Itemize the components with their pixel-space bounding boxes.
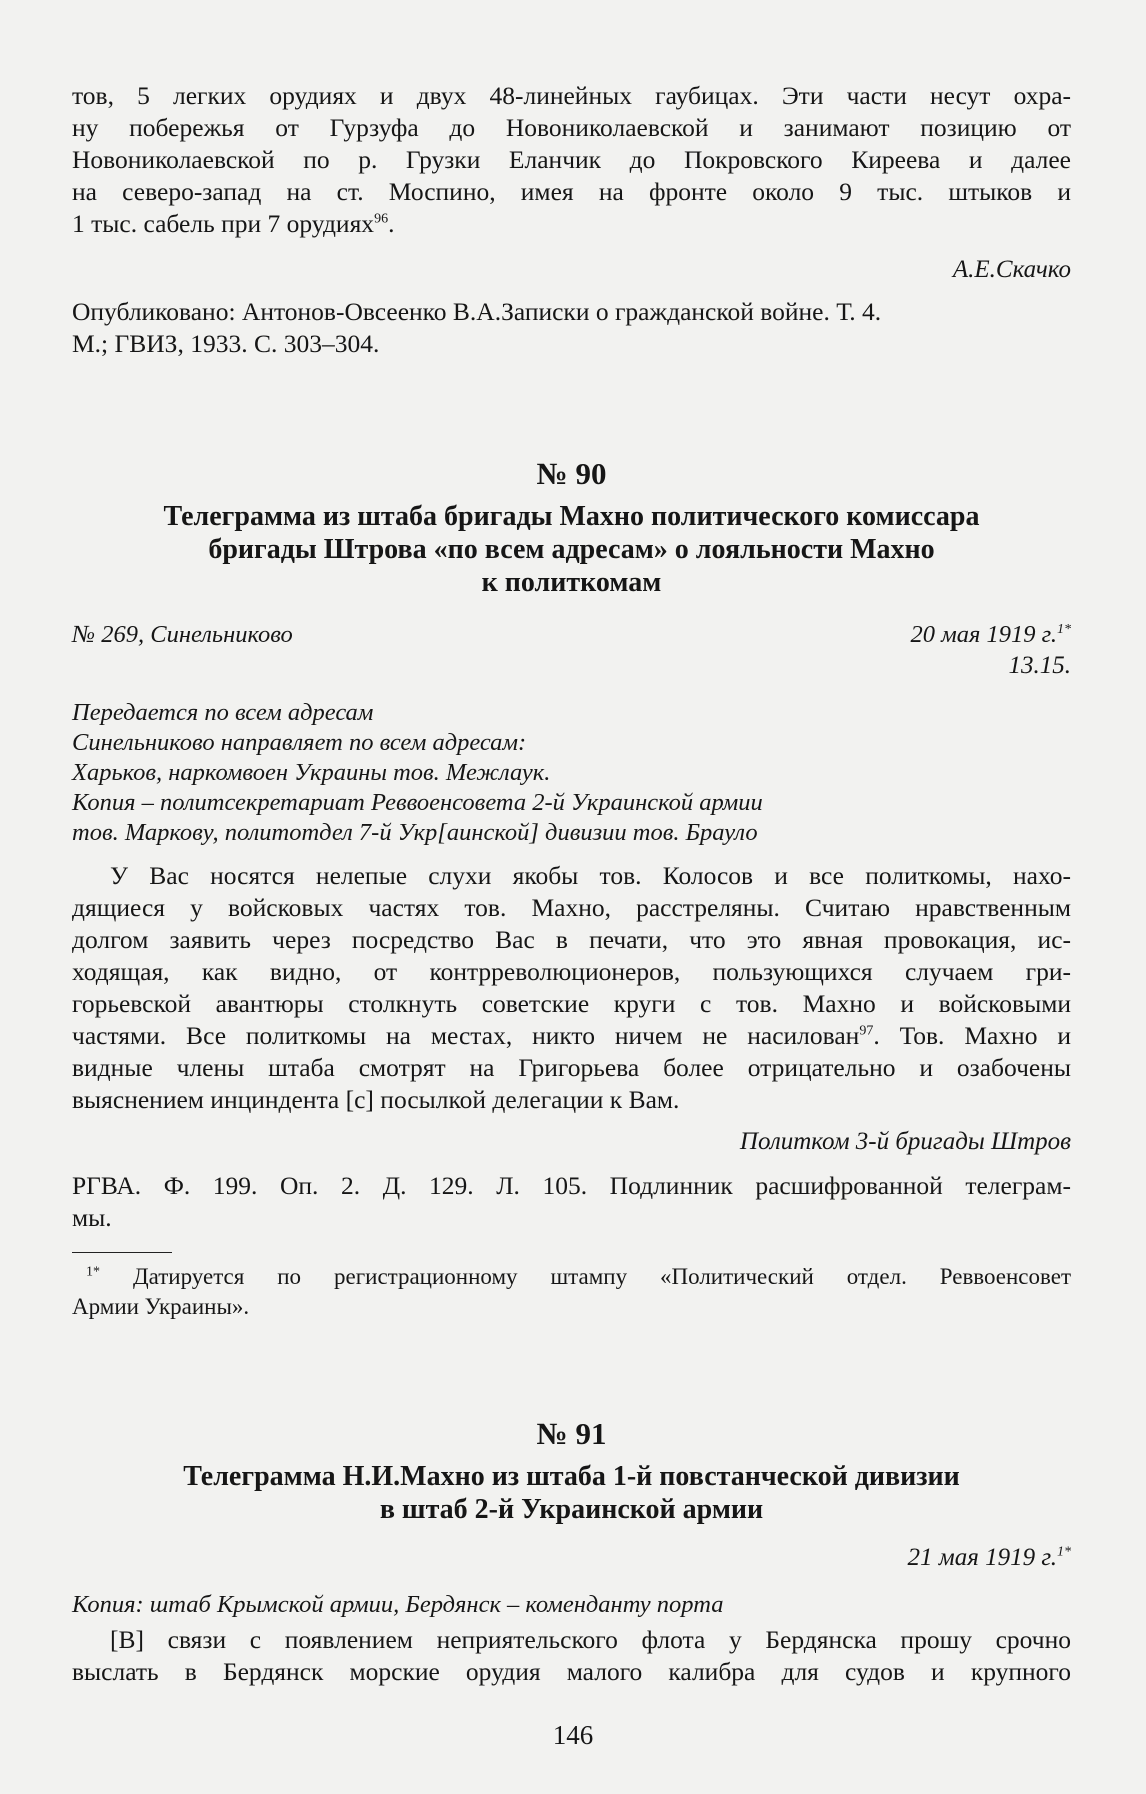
- doc90-ref: № 269, Синельниково: [72, 621, 293, 648]
- doc91-date: [72, 1544, 1071, 1572]
- footnote-text: Датируется по регистрационному штампу «Политический отдел. Реввоенсовет: [132, 1264, 1072, 1289]
- doc90-time: 13.15.: [1008, 652, 1071, 679]
- doc90-footnote: [72, 1262, 1071, 1322]
- text-fragment: 1 тыс. сабель при 7 орудиях: [72, 209, 375, 238]
- footnote-marker: 1*: [86, 1264, 100, 1280]
- address-line: Харьков, наркомвоен Украины тов. Межлаук.: [72, 759, 551, 786]
- doc90-signature: Политком 3-й бригады Штров: [739, 1128, 1071, 1155]
- doc91-copy: Копия: штаб Крымской армии, Бердянск – коменданту порта: [72, 1591, 724, 1618]
- address-line: Копия – политсекретариат Реввоенсовета 2-й Украинской армии: [72, 789, 763, 816]
- title-line: бригады Штрова «по всем адресам» о лояльности Махно: [208, 534, 935, 565]
- text-line: РГВА. Ф. 199. Оп. 2. Д. 129. Л. 105. Подлинник расшифрованной телеграм-: [72, 1171, 1071, 1200]
- doc90-source: [72, 1170, 1071, 1234]
- footnote-divider: [72, 1252, 172, 1253]
- text-line: Опубликовано: Антонов-Овсеенко В.А.Записки о гражданской войне. Т. 4.: [72, 297, 882, 326]
- doc90-body: [72, 860, 1071, 1116]
- text-line: горьевской авантюры столкнуть советские круги с тов. Махно и войсковыми: [72, 989, 1071, 1018]
- date-text: 20 мая 1919 г.: [910, 621, 1057, 648]
- text-line: ну побережья от Гурзуфа до Новониколаевской и занимают позицию от: [72, 113, 1071, 142]
- doc90-title: [72, 500, 1071, 599]
- address-line: Передается по всем адресам: [72, 699, 374, 726]
- doc91-title: [72, 1460, 1071, 1526]
- footnote-line: [72, 1262, 1071, 1292]
- footnote-marker: 97: [859, 1023, 874, 1039]
- text-line: видные члены штаба смотрят на Григорьева более отрицательно и озабочены: [72, 1053, 1071, 1082]
- page-number: 146: [552, 1720, 594, 1750]
- intro-paragraph: [72, 80, 1071, 240]
- footnote-line: Армии Украины».: [72, 1294, 250, 1319]
- text-line: ходящая, как видно, от контрреволюционеров, пользующихся случаем гри-: [72, 957, 1071, 986]
- text-line: Новониколаевской по р. Грузки Еланчик до Покровского Киреева и далее: [72, 145, 1071, 174]
- title-line: Телеграмма из штаба бригады Махно политического комиссара: [163, 501, 980, 532]
- text-line: [72, 1020, 1071, 1052]
- text-line: мы.: [72, 1203, 112, 1232]
- text-line: [72, 208, 1071, 240]
- text-line: выяснением инциндента [с] посылкой делегации к Вам.: [72, 1085, 680, 1114]
- title-line: Телеграмма Н.И.Махно из штаба 1-й повстанческой дивизии: [183, 1461, 960, 1492]
- address-line: Синельниково направляет по всем адресам:: [72, 729, 527, 756]
- title-line: к политкомам: [481, 567, 662, 598]
- date-text: 21 мая 1919 г.: [907, 1544, 1057, 1571]
- text-line: тов, 5 легких орудиях и двух 48-линейных гаубицах. Эти части несут охра-: [72, 81, 1071, 110]
- text-line: М.; ГВИЗ, 1933. С. 303–304.: [72, 329, 380, 358]
- doc90-ref-row: [72, 620, 1071, 650]
- date-footnote-marker: 1*: [1057, 1544, 1071, 1560]
- text-fragment: . Тов. Махно и: [873, 1021, 1071, 1050]
- text-line: [В] связи с появлением неприятельского флота у Бердянска прошу срочно: [110, 1625, 1071, 1654]
- doc90-number: № 90: [536, 456, 607, 491]
- text-line: на северо-запад на ст. Моспино, имея на фронте около 9 тыс. штыков и: [72, 177, 1071, 206]
- publication-note: [72, 296, 1071, 360]
- doc90-date: [910, 620, 1071, 650]
- title-line: в штаб 2-й Украинской армии: [379, 1494, 764, 1525]
- text-line: долгом заявить через посредство Вас в печати, что это явная провокация, ис-: [72, 925, 1071, 954]
- text-line: выслать в Бердянск морские орудия малого калибра для судов и крупного: [72, 1657, 1071, 1686]
- text-line: дящиеся у войсковых частях тов. Махно, расстреляны. Считаю нравственным: [72, 893, 1071, 922]
- doc91-body: [72, 1624, 1071, 1688]
- text-fragment: .: [388, 209, 395, 238]
- doc91-number: № 91: [536, 1416, 607, 1451]
- text-line: У Вас носятся нелепые слухи якобы тов. Колосов и все политкомы, нахо-: [110, 861, 1071, 890]
- address-line: тов. Маркову, политотдел 7-й Укр[аинской] дивизии тов. Брауло: [72, 819, 758, 846]
- signature-skachko: А.Е.Скачко: [952, 256, 1071, 283]
- doc90-addresses: [72, 698, 1071, 848]
- date-footnote-marker: 1*: [1057, 621, 1071, 637]
- text-fragment: частями. Все политкомы на местах, никто ничем не насилован: [72, 1021, 860, 1050]
- footnote-marker: 96: [374, 211, 389, 227]
